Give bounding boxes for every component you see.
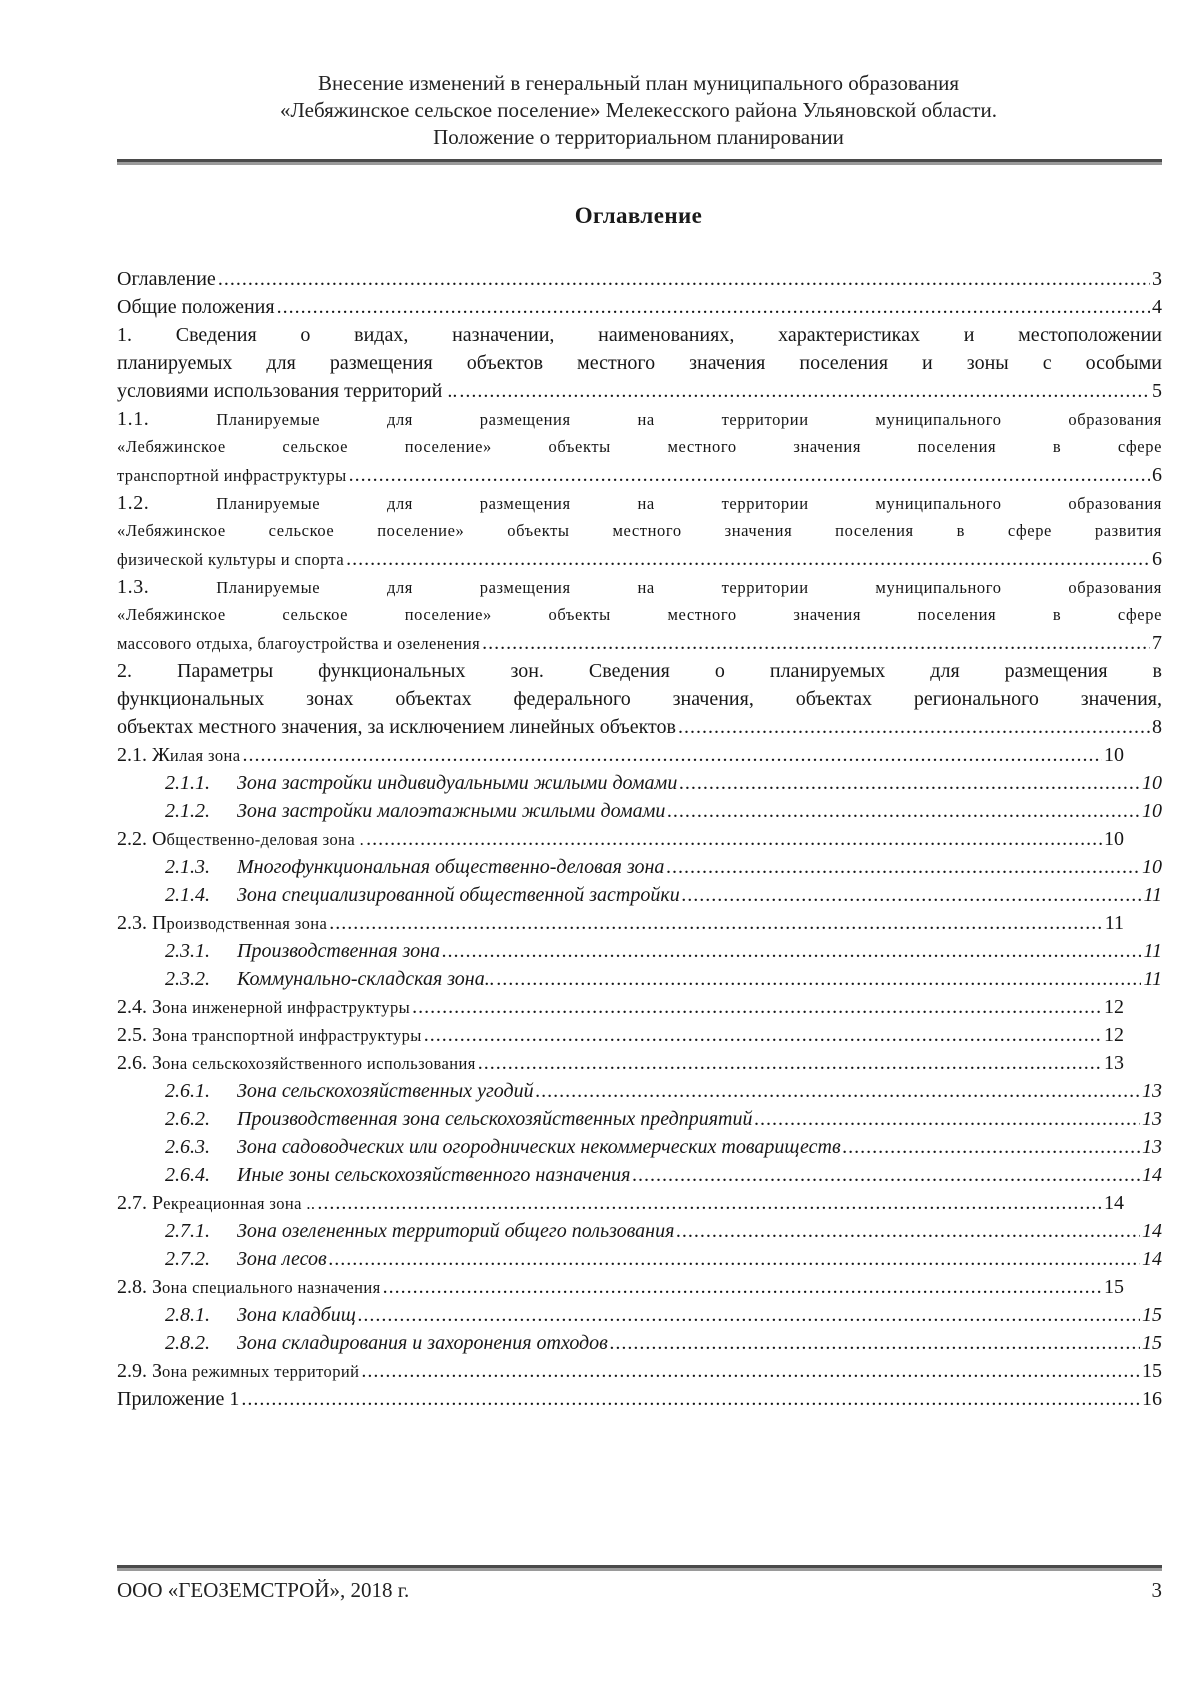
toc-zone-2-7[interactable]: 2.7. Рекреационная зона .. ..... 14 xyxy=(117,1189,1162,1217)
toc-zone-2-6-4[interactable]: 2.6.4. Иные зоны сельскохозяйственного назначения ..... 14 xyxy=(117,1161,1162,1189)
toc-zone-2-8[interactable]: 2.8. Зона специального назначения ..... 15 xyxy=(117,1273,1162,1301)
toc-zone-2-3[interactable]: 2.3. Производственная зона ..... 11 xyxy=(117,909,1162,937)
toc-zone-2-1-3[interactable]: 2.1.3. Многофункциональная общественно-деловая зона ..... 10 xyxy=(117,853,1162,881)
document-footer xyxy=(117,1578,1162,1603)
toc-zone-2-1[interactable]: 2.1. Жилая зона ..... 10 xyxy=(117,741,1162,769)
toc-entry-appendix-1[interactable]: Приложение 1 ..... 16 xyxy=(117,1385,1162,1413)
header-line-2: «Лебяжинское сельское поселение» Мелекесского района Ульяновской области. xyxy=(280,98,997,122)
toc-zone-2-9[interactable]: 2.9. Зона режимных территорий ..... 15 xyxy=(117,1357,1162,1385)
toc-zone-2-2[interactable]: 2.2. Общественно-деловая зона . ..... 10 xyxy=(117,825,1162,853)
toc-zone-2-8-1[interactable]: 2.8.1. Зона кладбищ ..... 15 xyxy=(117,1301,1162,1329)
toc-zone-2-1-2[interactable]: 2.1.2. Зона застройки малоэтажными жилыми домами ..... 10 xyxy=(117,797,1162,825)
toc-section-1-2[interactable]: 1.2. Планируемые для размещения на территории муниципального образования «Лебяжинское сельское поселение» объекты местного значения поселения в сфере развития физической культуры и спорта ..... 6 xyxy=(117,489,1162,573)
toc-zone-2-6-2[interactable]: 2.6.2. Производственная зона сельскохозяйственных предприятий ..... 13 xyxy=(117,1105,1162,1133)
header-line-3: Положение о территориальном планировании xyxy=(433,125,844,149)
toc-section-1-3[interactable]: 1.3. Планируемые для размещения на территории муниципального образования «Лебяжинское сельское поселение» объекты местного значения поселения в сфере массового отдыха, благоустройства и озеленения ..... 7 xyxy=(117,573,1162,657)
toc-zone-2-6-1[interactable]: 2.6.1. Зона сельскохозяйственных угодий ..... 13 xyxy=(117,1077,1162,1105)
toc-zone-2-1-4[interactable]: 2.1.4. Зона специализированной общественной застройки ..... 11 xyxy=(117,881,1162,909)
footer-page-number: 3 xyxy=(1151,1578,1162,1602)
toc-section-1[interactable]: 1. Сведения о видах, назначении, наименованиях, характеристиках и местоположении планируемых для размещения объектов местного значения поселения и зоны с особыми условиями использования территорий .. ..... 5 xyxy=(117,321,1162,405)
toc-section-2[interactable]: 2. Параметры функциональных зон. Сведения о планируемых для размещения в функциональных зонах объектах федерального значения, объектах регионального значения, объектах местного значения, за исключением линейных объектов ..... 8 xyxy=(117,657,1162,741)
footer-company: ООО «ГЕОЗЕМСТРОЙ», 2018 г. xyxy=(117,1578,410,1602)
toc-zone-2-8-2[interactable]: 2.8.2. Зона складирования и захоронения отходов ..... 15 xyxy=(117,1329,1162,1357)
toc-zone-2-5[interactable]: 2.5. Зона транспортной инфраструктуры ..... 12 xyxy=(117,1021,1162,1049)
toc-zone-2-7-1[interactable]: 2.7.1. Зона озелененных территорий общего пользования ..... 14 xyxy=(117,1217,1162,1245)
table-of-contents xyxy=(117,265,1162,1413)
toc-zone-2-3-1[interactable]: 2.3.1. Производственная зона ..... 11 xyxy=(117,937,1162,965)
toc-zone-2-1-1[interactable]: 2.1.1. Зона застройки индивидуальными жилыми домами ..... 10 xyxy=(117,769,1162,797)
toc-title: Оглавление xyxy=(574,203,703,228)
toc-section-1-1[interactable]: 1.1. Планируемые для размещения на территории муниципального образования «Лебяжинское сельское поселение» объекты местного значения поселения в сфере транспортной инфраструктуры ..... 6 xyxy=(117,405,1162,489)
toc-zone-2-4[interactable]: 2.4. Зона инженерной инфраструктуры ..... 12 xyxy=(117,993,1162,1021)
toc-zone-2-7-2[interactable]: 2.7.2. Зона лесов ..... 14 xyxy=(117,1245,1162,1273)
toc-zone-2-6[interactable]: 2.6. Зона сельскохозяйственного использования ..... 13 xyxy=(117,1049,1162,1077)
toc-zone-2-6-3[interactable]: 2.6.3. Зона садоводческих или огороднических некоммерческих товариществ ..... 13 xyxy=(117,1133,1162,1161)
header-divider xyxy=(117,159,1162,165)
toc-entry-contents[interactable]: Оглавление ..... 3 xyxy=(117,265,1162,293)
footer-divider xyxy=(117,1565,1162,1571)
toc-entry-general[interactable]: Общие положения ..... 4 xyxy=(117,293,1162,321)
toc-zone-2-3-2[interactable]: 2.3.2. Коммунально-складская зона.. ..... 11 xyxy=(117,965,1162,993)
header-line-1: Внесение изменений в генеральный план муниципального образования xyxy=(317,71,960,95)
document-header xyxy=(115,70,1162,151)
